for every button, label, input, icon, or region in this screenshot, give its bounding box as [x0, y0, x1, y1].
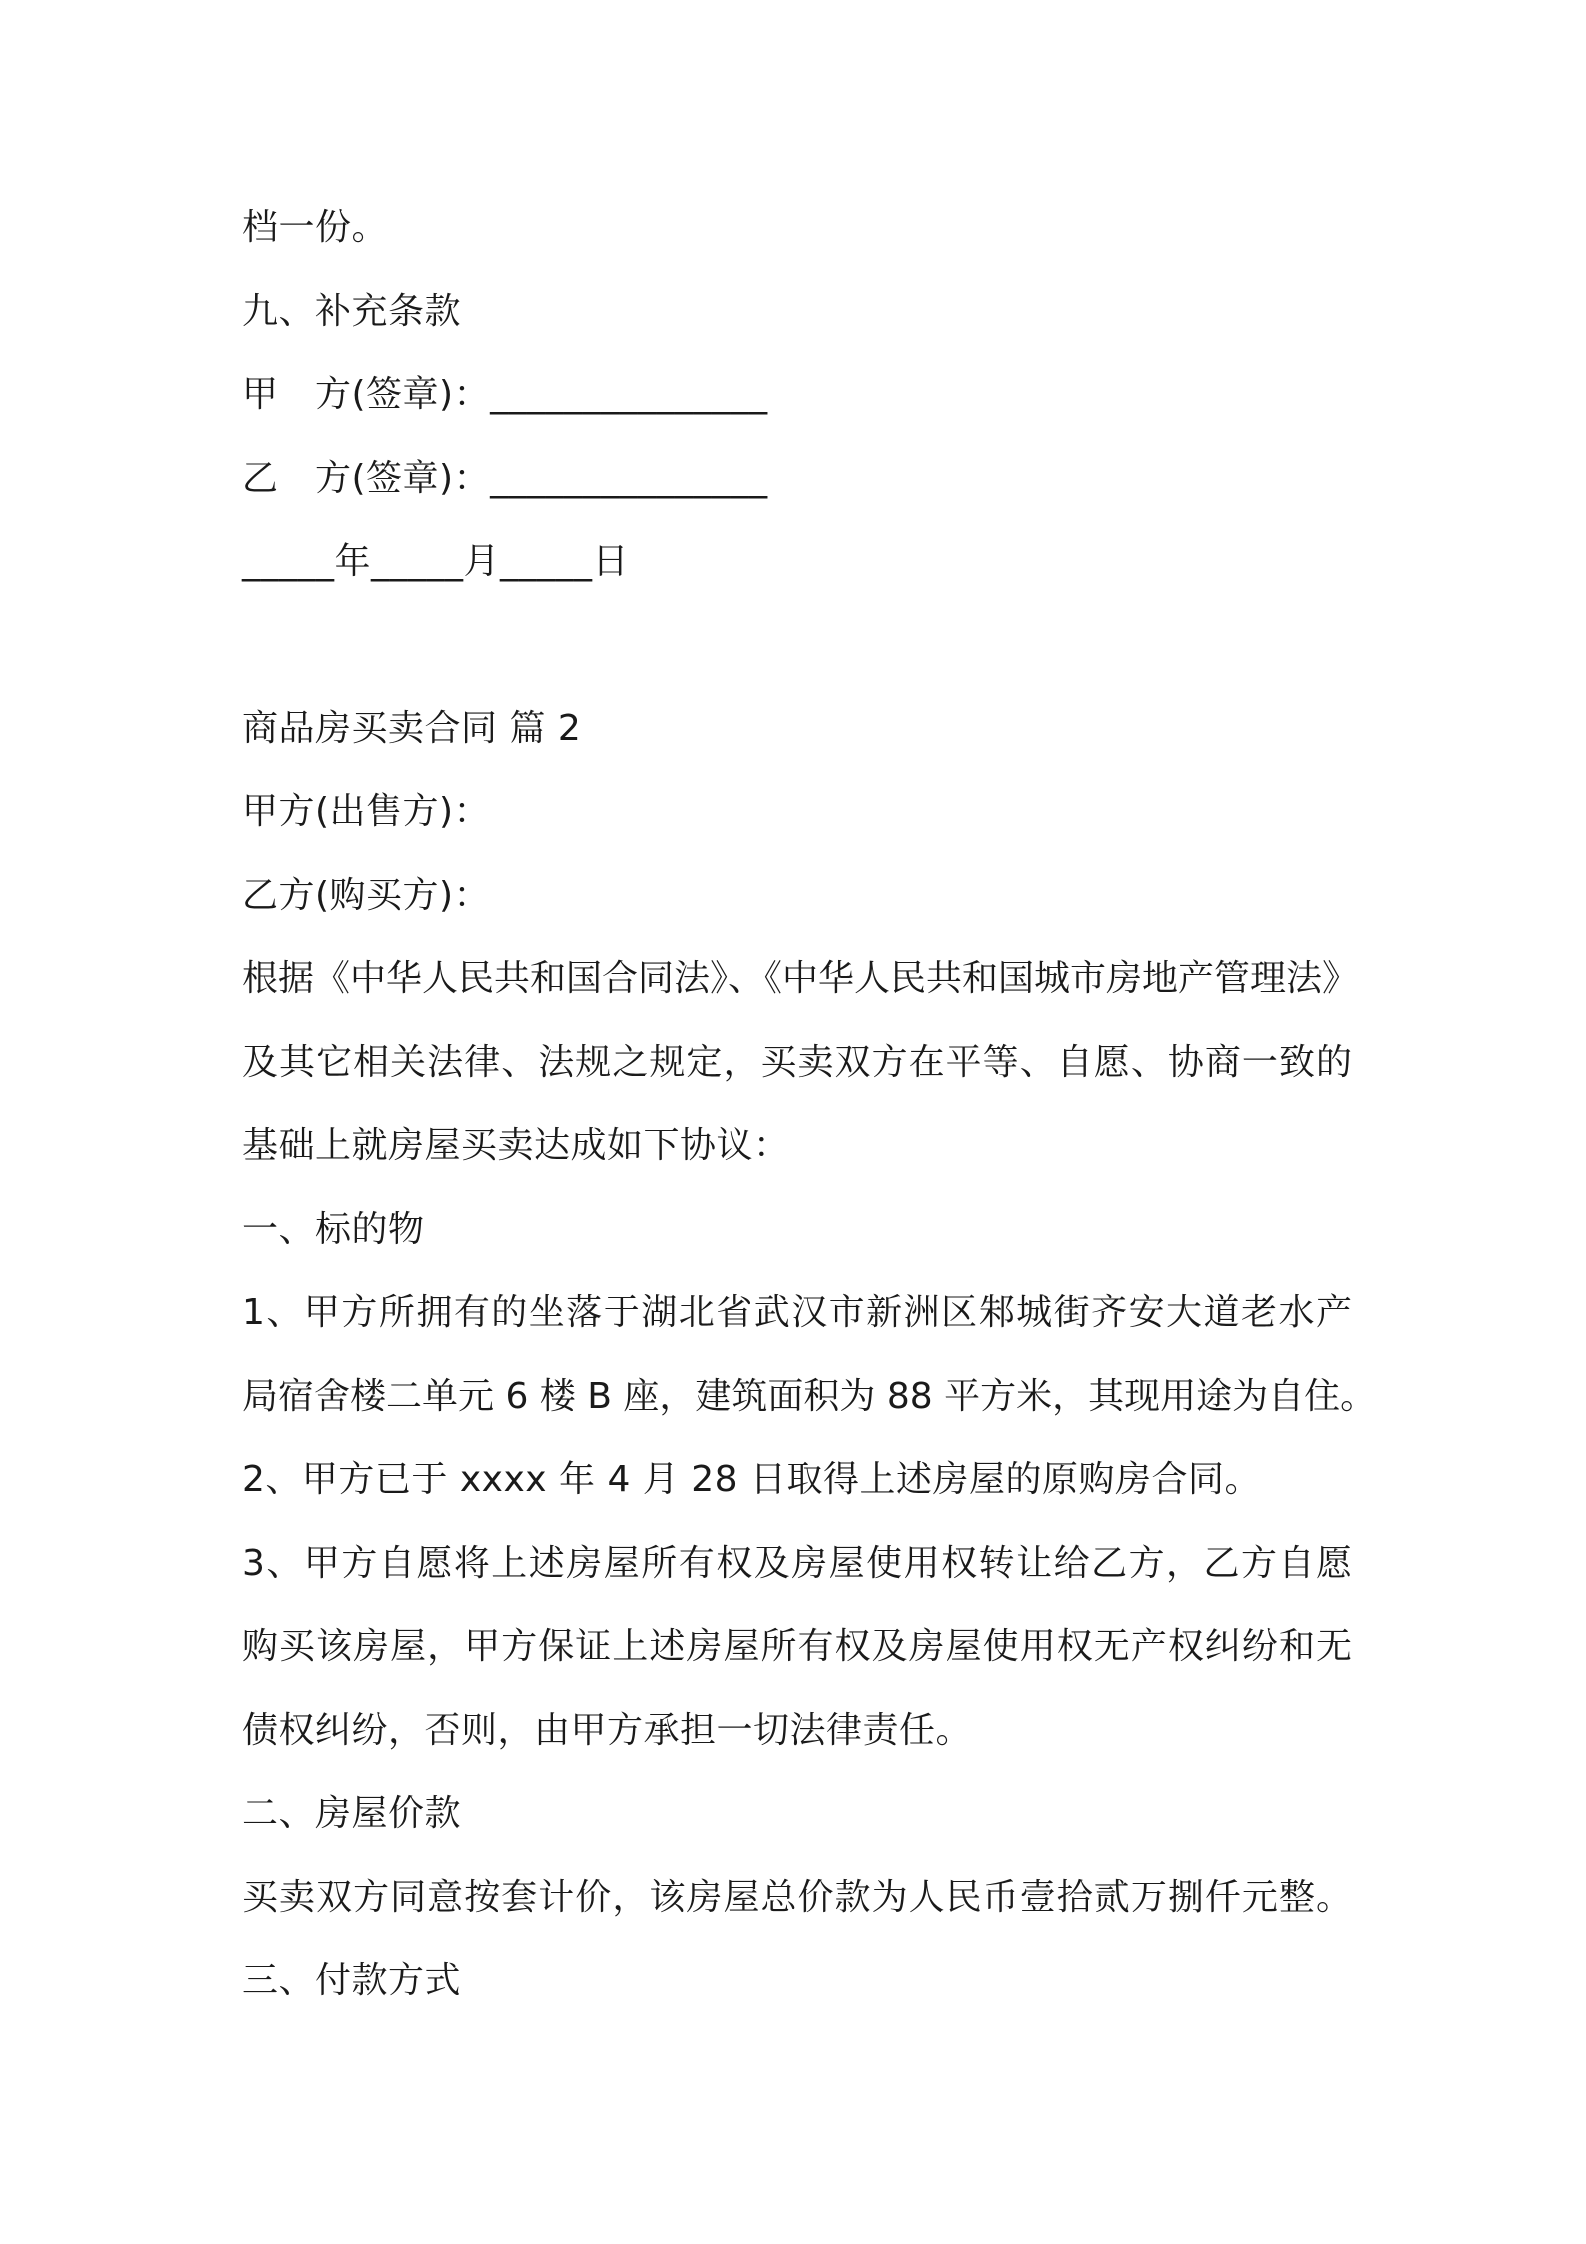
clause-2: 2、甲方已于 xxxx 年 4 月 28 日取得上述房屋的原购房合同。: [242, 1459, 1261, 1500]
section-heading-supplementary-terms: 九、补充条款: [242, 291, 462, 332]
clause-3-line-3: 债权纠纷，否则，由甲方承担一切法律责任。: [242, 1710, 973, 1751]
date-line: _____年_____月_____日: [242, 541, 630, 582]
party-b-buyer-label: 乙方(购买方)：: [242, 875, 491, 916]
preamble-line-3: 基础上就房屋买卖达成如下协议：: [242, 1125, 790, 1166]
preamble-line-1: 根据《中华人民共和国合同法》、《中华人民共和国城市房地产管理法》: [242, 958, 1359, 999]
price-clause: 买卖双方同意按套计价，该房屋总价款为人民币壹拾贰万捌仟元整。: [242, 1877, 1352, 1918]
clause-1-line-1: 1、甲方所拥有的坐落于湖北省武汉市新洲区邾城街齐安大道老水产: [242, 1292, 1352, 1333]
preamble-line-2: 及其它相关法律、法规之规定，买卖双方在平等、自愿、协商一致的: [242, 1042, 1352, 1083]
signature-line-party-b: 乙 方(签章)：_______________: [242, 458, 768, 499]
document-title: 商品房买卖合同 篇 2: [242, 708, 582, 749]
clause-1-line-2: 局宿舍楼二单元 6 楼 B 座，建筑面积为 88 平方米，其现用途为自住。: [242, 1376, 1377, 1417]
clause-3-line-1: 3、甲方自愿将上述房屋所有权及房屋使用权转让给乙方，乙方自愿: [242, 1543, 1352, 1584]
section-heading-subject-matter: 一、标的物: [242, 1209, 425, 1250]
section-heading-house-price: 二、房屋价款: [242, 1793, 462, 1834]
clause-3-line-2: 购买该房屋，甲方保证上述房屋所有权及房屋使用权无产权纠纷和无: [242, 1626, 1352, 1667]
signature-line-party-a: 甲 方(签章)：_______________: [242, 374, 768, 415]
section-heading-payment-method: 三、付款方式: [242, 1960, 462, 2001]
party-a-seller-label: 甲方(出售方)：: [242, 791, 491, 832]
text-line-archive-copy: 档一份。: [242, 207, 389, 248]
